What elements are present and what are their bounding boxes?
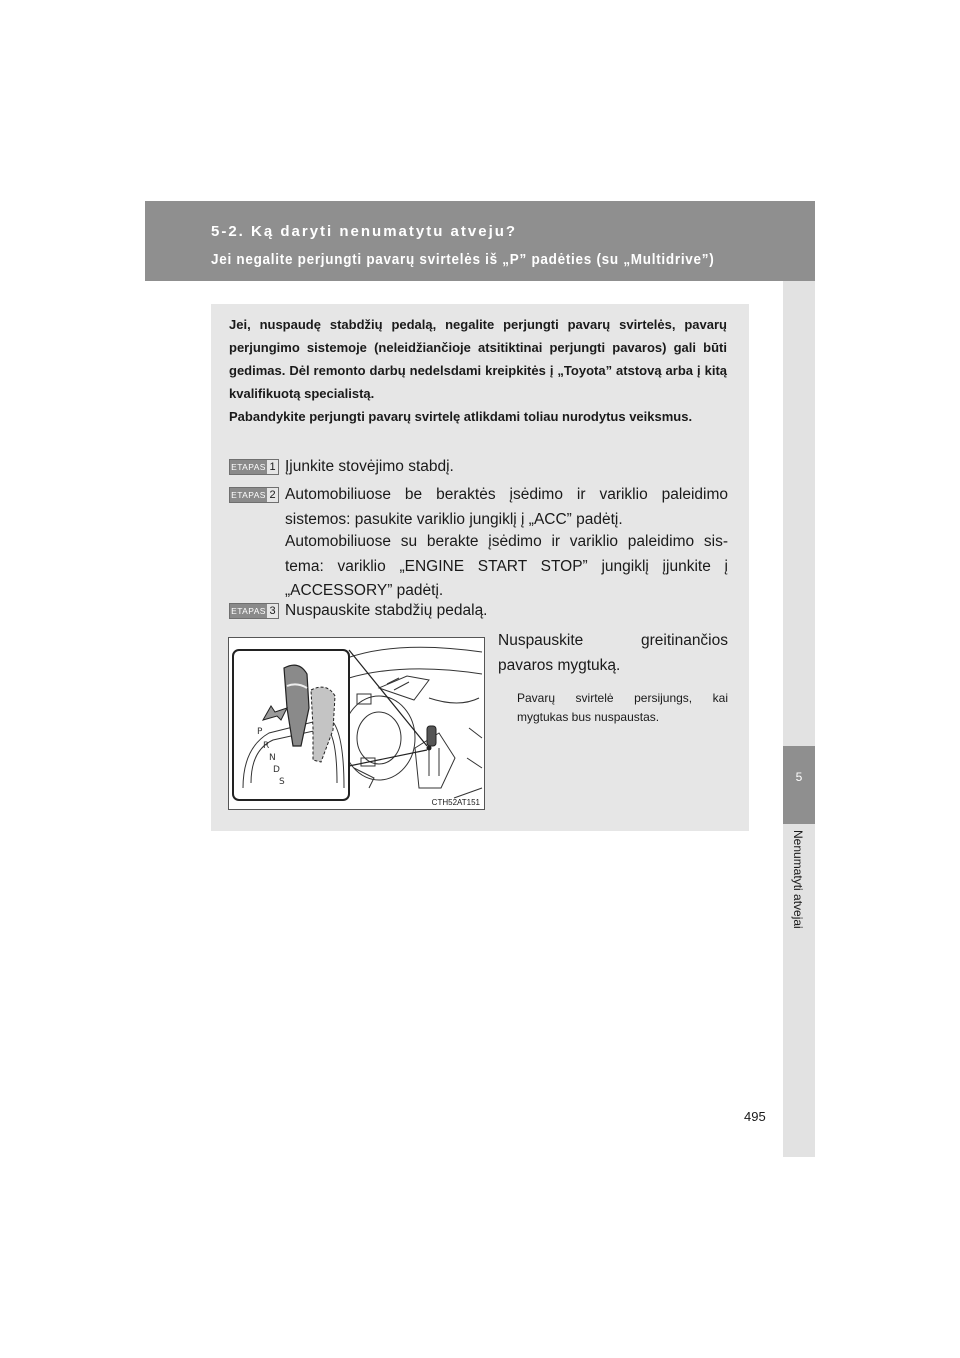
step-3-text: Nuspauskite stabdžių pedalą. [285, 602, 488, 619]
svg-text:S: S [279, 777, 285, 787]
page-number: 495 [744, 1109, 766, 1124]
section-header [145, 201, 815, 281]
chapter-side-tab [783, 281, 815, 1157]
svg-text:R: R [263, 741, 270, 751]
shift-lever-drawing-icon [229, 638, 484, 809]
step-badge-number: 3 [269, 605, 276, 617]
chapter-number: 5 [783, 746, 815, 824]
step-2-text-alt: Automobiliuose su berakte įsėdimo ir variklio paleidimo sis-tema: variklio „ENGINE START STOP” jungiklį įjunkite į „ACCESSORY” padėtį. [285, 533, 728, 599]
shift-lever-illustration [228, 637, 485, 810]
chapter-label: Nenumatyti atvejai [791, 830, 805, 929]
page-subtitle: Jei negalite perjungti pavarų svirtelės iš „P” padėties (su „Multidrive”) [211, 251, 715, 268]
step-badge-label: ETAPAS [231, 606, 266, 616]
step-badge-label: ETAPAS [231, 490, 266, 500]
svg-text:D: D [273, 765, 280, 775]
illustration-code: CTH52AT151 [431, 798, 480, 807]
step-badge-number: 2 [269, 489, 276, 501]
step-4-text: Nuspauskite greitinančios pavaros mygtuką. [498, 632, 728, 674]
intro-paragraph: Jei, nuspaudę stabdžių pedalą, negalite perjungti pavarų svirtelės, pavarų perjungimo sistemoje (neleidžiančioje atsitiktinai perjungti pavaros) gali būti gedimas. Dėl remonto darbų nedelsdami kreipkitės į „Toyota” atstovą arba į kitą kvalifikuotą specialistą. [229, 317, 727, 401]
section-title: 5-2. Ką daryti nenumatytu atveju? [211, 223, 518, 240]
step-4-note: Pavarų svirtelė persijungs, kai mygtukas bus nuspaustas. [517, 691, 728, 724]
svg-text:P: P [257, 727, 263, 737]
step-badge-1 [229, 459, 279, 475]
step-badge-3 [229, 603, 279, 619]
step-1-text: Įjunkite stovėjimo stabdį. [285, 458, 454, 475]
intro-text [229, 313, 727, 428]
intro-paragraph: Pabandykite perjungti pavarų svirtelę atlikdami toliau nurodytus veiksmus. [229, 409, 693, 424]
step-2-text: Automobiliuose be beraktės įsėdimo ir variklio paleidimo sistemos: pasukite variklio jungiklį į „ACC” padėtį. [285, 486, 728, 528]
step-badge-number: 1 [269, 461, 276, 473]
step-badge-2 [229, 487, 279, 503]
svg-text:N: N [269, 753, 276, 763]
step-badge-label: ETAPAS [231, 462, 266, 472]
